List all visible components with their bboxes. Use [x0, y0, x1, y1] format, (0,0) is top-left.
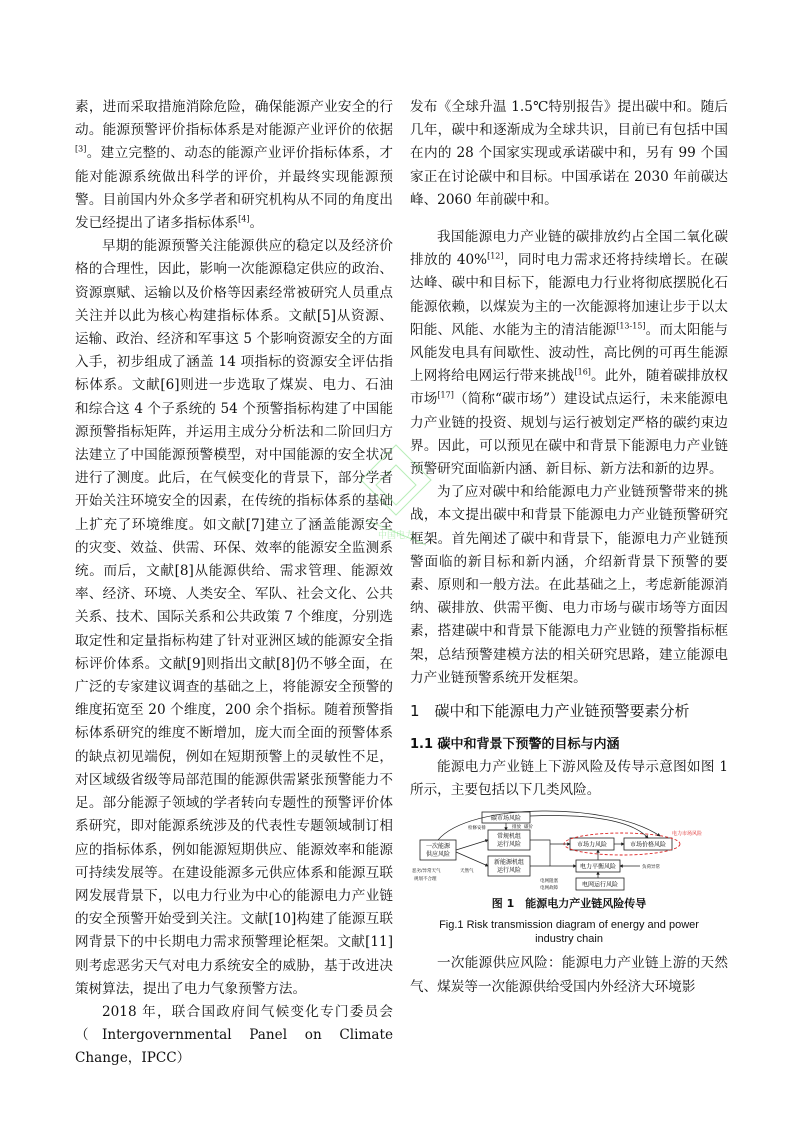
paragraph: 2018 年，联合国政府间气候变化专门委员会（Intergovernmental Panel on Climate Change，IPCC） [75, 1003, 393, 1067]
citation[interactable]: [4] [238, 214, 250, 224]
paragraph: 能源电力产业链上下游风险及传导示意图如图 1 所示，主要包括以下几类风险。 [410, 759, 728, 799]
citation[interactable]: [16] [574, 367, 591, 377]
svg-text:供应风险: 供应风险 [425, 851, 451, 859]
svg-text:市场价格风险: 市场价格风险 [629, 841, 667, 849]
citation[interactable]: [3] [75, 144, 87, 154]
section-title: 1 碳中和下能源电力产业链预警要素分析 [410, 702, 690, 721]
svg-text:电网阻塞: 电网阻塞 [540, 879, 558, 885]
svg-text:电网故障: 电网故障 [540, 886, 558, 892]
svg-text:排放: 排放 [512, 825, 521, 831]
paragraph: 为了应对碳中和给能源电力产业链预警带来的挑战，本文提出碳中和背景下能源电力产业链预警研究框架。首先阐述了碳中和背景下，能源电力产业链预警面临的新目标和新内涵，介绍新背景下预警的要素、原则和一般方法。在此基础之上，考虑新能源消纳、碳排放、供需平衡、电力市场与碳市场等方面因素，搭建碳中和背景下能源电力产业链的预警指标框架，总结预警建模方法的相关研究思路，建立能源电力产业链预警系统开发框架。 [410, 484, 728, 686]
citation[interactable]: [12] [487, 251, 504, 261]
svg-text:规划不合理: 规划不合理 [414, 877, 437, 883]
svg-text:负荷异常: 负荷异常 [642, 865, 660, 871]
svg-text:恶劣/异常天气: 恶劣/异常天气 [412, 869, 441, 875]
paragraph: 一次能源供应风险：能源电力产业链上游的天然气、煤炭等一次能源供给受国内外经济大环境影 [410, 955, 728, 995]
svg-text:一次能源: 一次能源 [425, 843, 451, 851]
svg-text:电力平衡风险: 电力平衡风险 [579, 863, 617, 871]
figure-caption-cn: 图 1 能源电力产业链风险传导 [491, 897, 647, 911]
paragraph: 我国能源电力产业链的碳排放约占全国二氧化碳排放的 40%[12]，同时电力需求还将持续增长。在碳达峰、碳中和目标下，能源电力行业将彻底摆脱化石能源依赖，以煤炭为主的一次能源将加速让步于以太阳能、风能、水能为主的清洁能源[13-15]。而太阳能与风能发电具有间歇性、波动性，高比例的可再生能源上网将给电网运行带来挑战[16]。此外，随着碳排放权市场[17]（简称“碳市场”）建设试点运行，未来能源电力产业链的投资、规划与运行被划定严格的碳约束边界。因此，可以预见在碳中和背景下能源电力产业链预警研究面临新内涵、新目标、新方法和新的边界。 [410, 229, 729, 478]
svg-text:天然气: 天然气 [460, 869, 474, 875]
svg-text:市场力风险: 市场力风险 [576, 841, 608, 849]
figure-caption-en: Fig.1 Risk transmission diagram of energy and power industry chain [439, 919, 699, 946]
svg-text:运行风险: 运行风险 [496, 841, 522, 849]
box-label: 碳市场风险 [490, 815, 522, 823]
svg-text:常规机组: 常规机组 [496, 833, 522, 841]
svg-text:碳价: 碳价 [524, 825, 533, 831]
paragraph: 早期的能源预警关注能源供应的稳定以及经济价格的合理性，因此，影响一次能源稳定供应的政治、资源禀赋、运输以及价格等因素经常被研究人员重点关注并以此为核心构建指标体系。文献[5]从资源、运输、政治、经济和军事这 5 个影响资源安全的方面入手，初步组成了涵盖 14 项指标的资源安全评估指标体系。文献[6]则进一步选取了煤炭、电力、石油和综合这 4 个子系统的 54 个预警指标构建了中国能源预警指标矩阵，并运用主成分分析法和二阶回归方法建立了中国能源预警模型，对中国能源的安全状况进行了测度。此后，在气候变化的背景下，部分学者开始关注环境安全的因素，在传统的指标体系的基础上扩充了环境维度。如文献[7]建立了涵盖能源安全的灾变、效益、供需、环保、效率的能源安全监测系统。而后，文献[8]从能源供给、需求管理、能源效率、经济、环境、人类安全、军队、社会文化、公共关系、技术、国际关系和公共政策 7 个维度，分别选取定性和定量指标构建了针对亚洲区域的能源安全指标评价体系。文献[9]则指出文献[8]仍不够全面，在广泛的专家建议调查的基础之上，将能源安全预警的维度拓宽至 20 个维度，200 余个指标。随着预警指标体系研究的维度不断增加，庞大而全面的预警体系的缺点初见端倪，例如在短期预警上的灵敏性不足，对区域级省级等局部范围的能源供需紧张预警能力不足。部分能源子领域的学者转向专题性的预警评价体系研究，即对能源系统涉及的代表性专题领域制订相应的指标体系，例如能源短期供应、能源效率和能源可持续发展等。在建设能源多元供应体系和能源互联网发展背景下，以电力行业为中心的能源电力产业链的安全预警开始受到关注。文献[10]构建了能源互联网背景下的中长期电力需求预警理论框架。文献[11]则考虑恶劣天气对电力系统安全的威胁，基于改进决策树算法，提出了电力气象预警方法。 [75, 238, 393, 997]
svg-text:电网运行风险: 电网运行风险 [581, 881, 619, 889]
risk-diagram-svg [410, 810, 728, 892]
citation[interactable]: [13-15] [616, 321, 646, 331]
paragraph: 素，进而采取措施消除危险，确保能源产业安全的行动。能源预警评价指标体系是对能源产业评价的依据[3]。建立完整的、动态的能源产业评价指标体系，才能对能源系统做出科学的评价，并最终实现能源预警。目前国内外众多学者和研究机构从不同的角度出发已经提出了诸多指标体系[4]。 [75, 99, 393, 232]
svg-text:中国电力: 中国电力 [377, 531, 415, 541]
left-column [75, 96, 393, 1071]
svg-text:新能源机组: 新能源机组 [493, 859, 525, 867]
svg-text:检修安排: 检修安排 [468, 826, 486, 832]
subsection-title: 1.1 碳中和背景下预警的目标与内涵 [410, 737, 620, 753]
watermark-logo [356, 440, 436, 550]
paragraph: 发布《全球升温 1.5℃特别报告》提出碳中和。随后几年，碳中和逐渐成为全球共识，目前已有包括中国在内的 28 个国家实现或承诺碳中和，另有 99 个国家正在讨论碳中和目标。中国承诺在 2030 年前碳达峰、2060 年前碳中和。 [410, 99, 728, 208]
figure-risk-diagram [410, 810, 728, 892]
svg-text:电力市场风险: 电力市场风险 [672, 831, 703, 838]
citation[interactable]: [17] [437, 390, 454, 400]
svg-text:运行风险: 运行风险 [496, 867, 522, 875]
right-column [410, 96, 728, 999]
